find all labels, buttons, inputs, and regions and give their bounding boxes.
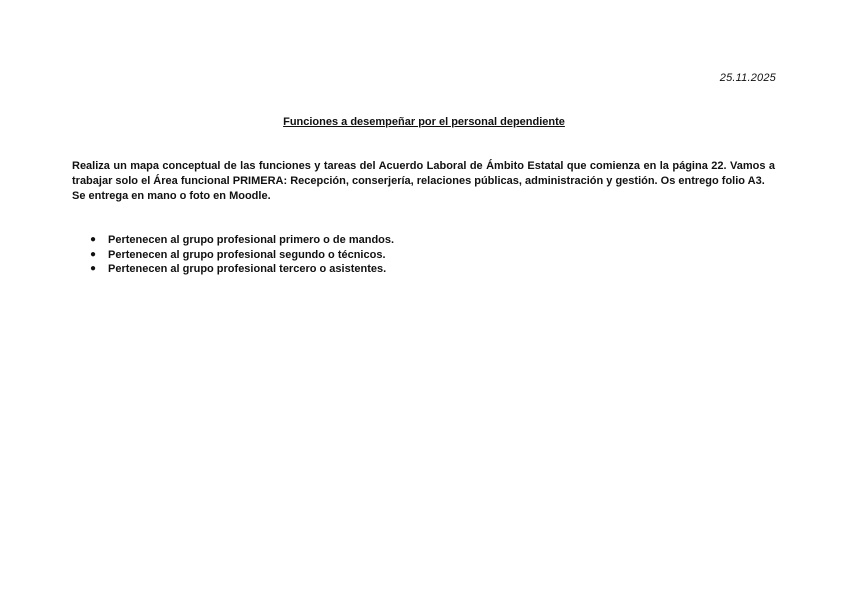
list-item-group-first bbox=[72, 233, 722, 248]
list-item-text: Pertenecen al grupo profesional tercero o asistentes. bbox=[108, 263, 387, 275]
document-date: 25.11.2025 bbox=[719, 72, 776, 84]
list-item-group-third bbox=[72, 262, 722, 277]
list-item-group-second bbox=[72, 248, 722, 263]
bullet-icon: ● bbox=[90, 248, 97, 260]
list-item-text: Pertenecen al grupo profesional primero o de mandos. bbox=[108, 234, 395, 246]
bullet-icon: ● bbox=[90, 263, 97, 274]
instructions-block bbox=[72, 159, 775, 204]
bullet-icon: ● bbox=[90, 234, 97, 245]
professional-groups-list bbox=[72, 233, 722, 277]
document-title: Funciones a desempeñar por el personal dependiente bbox=[283, 116, 565, 128]
list-item-text: Pertenecen al grupo profesional segundo o técnicos. bbox=[108, 248, 386, 261]
instruction-paragraph-main: Realiza un mapa conceptual de las funciones y tareas del Acuerdo Laboral de Ámbito Estatal que comienza en la página 22. Vamos a trabajar solo el Área funcional PRIMERA: Recepción, conserjería, relaciones públicas, administración y gestión. Os entrego folio A3. bbox=[72, 160, 775, 187]
instruction-paragraph-delivery: Se entrega en mano o foto en Moodle. bbox=[72, 190, 271, 202]
